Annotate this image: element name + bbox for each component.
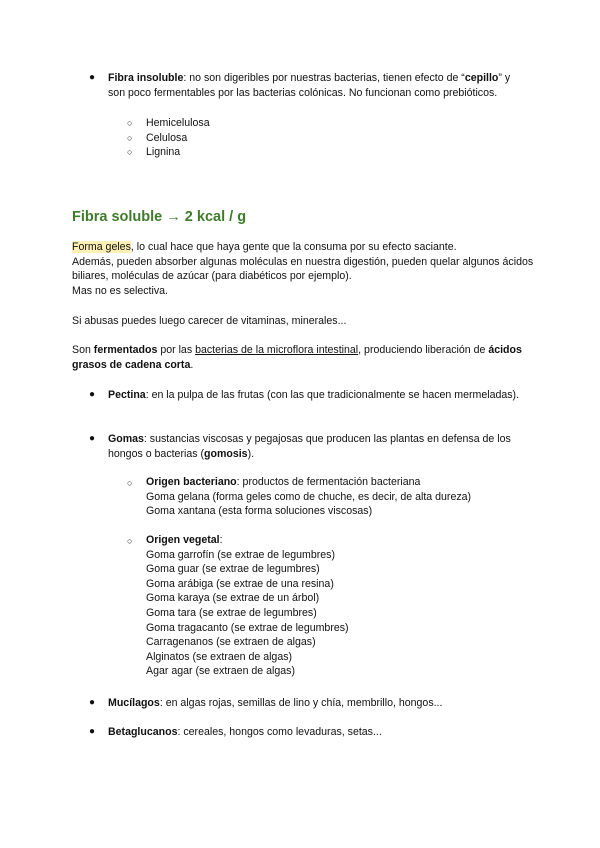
bullet-dot-icon: ●: [89, 389, 96, 400]
bullet-dot-icon: ●: [89, 726, 96, 737]
origen-vegetal-block: [146, 533, 349, 679]
insoluble-text-a: : no son digeribles por nuestras bacterias, tienen efecto de “: [183, 72, 465, 84]
insoluble-text-b: ” y son poco fermentables por las bacterias colónicas. No funcionan como prebióticos.: [108, 72, 511, 99]
term-fermentados: fermentados: [93, 344, 158, 356]
list-item: Goma tragacanto (se extrae de legumbres): [146, 621, 349, 634]
bullet-mucilagos: [89, 696, 528, 711]
list-item: [127, 131, 210, 146]
list-item: [127, 116, 210, 131]
origen-bacteriano-block: [146, 475, 471, 519]
bullet-fibra-insoluble: [89, 71, 528, 100]
bullet-betaglucanos: [89, 725, 528, 740]
circle-bullet-icon: ○: [127, 536, 133, 546]
term-cepillo: cepillo: [464, 72, 499, 84]
list-item: Goma gelana (forma geles como de chuche, es decir, de alta dureza): [146, 490, 472, 503]
list-item: Goma guar (se extrae de legumbres): [146, 563, 320, 576]
circle-bullet-icon: ○: [127, 118, 133, 128]
term-betaglucanos: Betaglucanos: [108, 726, 178, 738]
circle-bullet-icon: ○: [127, 132, 133, 143]
section-heading-fibra-soluble: Fibra soluble → 2 kcal / g: [72, 209, 247, 225]
list-item: Goma garrofín (se extrae de legumbres): [146, 548, 336, 561]
bullet-dot-icon: ●: [89, 697, 96, 708]
paragraph-vitaminas: Si abusas puedes luego carecer de vitaminas, minerales...: [72, 315, 347, 327]
term-origen-vegetal: Origen vegetal: [146, 534, 220, 546]
term-acidos-grasos: ácidos grasos de cadena corta: [72, 344, 522, 371]
term-origen-bacteriano: Origen bacteriano: [146, 476, 237, 488]
term-pectina: Pectina: [108, 389, 146, 401]
gomas-text: : sustancias viscosas y pegajosas que producen las plantas en defensa de los hongos o bacterias (: [108, 433, 511, 460]
list-item: Goma karaya (se extrae de un árbol): [146, 592, 320, 605]
p3-b: por las: [157, 344, 196, 356]
list-item-text: Celulosa: [146, 131, 188, 144]
betaglucanos-text: : cereales, hongos como levaduras, setas...: [177, 726, 382, 738]
list-item: Agar agar (se extraen de algas): [146, 665, 295, 678]
p3-c: , produciendo liberación de: [358, 344, 489, 356]
p1-rest: , lo cual hace que haya gente que la consuma por su efecto saciante.: [130, 241, 457, 253]
term-gomosis: gomosis: [204, 447, 248, 460]
bullet-pectina: [89, 388, 528, 403]
list-item-text: Lignina: [146, 146, 181, 159]
mucilagos-text: : en algas rojas, semillas de lino y chía, membrillo, hongos...: [159, 697, 443, 709]
list-item: Alginatos (se extraen de algas): [146, 650, 293, 663]
origen-vegetal-text: :: [219, 534, 223, 546]
term-fibra-insoluble: Fibra insoluble: [108, 72, 184, 84]
list-item: Goma xantana (esta forma soluciones viscosas): [146, 505, 373, 518]
origen-vegetal-heading: [146, 533, 349, 548]
bullet-dot-icon: ●: [89, 433, 96, 444]
list-item: [127, 145, 210, 160]
pectina-text: : en la pulpa de las frutas (con las que tradicionalmente se hacen mermeladas).: [145, 389, 520, 401]
term-gomas: Gomas: [108, 433, 144, 445]
list-item: Goma arábiga (se extrae de una resina): [146, 577, 334, 590]
gomas-text-end: ).: [247, 447, 255, 460]
list-item-text: Hemicelulosa: [146, 117, 210, 129]
circle-bullet-icon: ○: [127, 147, 133, 158]
bullet-gomas: [89, 432, 528, 461]
p1-line2: Además, pueden absorber algunas moléculas en nuestra digestión, pueden quelar algunos ácidos biliares, moléculas de azúcar (para diabéticos por ejemplo).: [72, 255, 534, 283]
p3-a: Son: [72, 344, 94, 356]
highlighted-text: Forma geles: [72, 241, 131, 253]
p1-line3: Mas no es selectiva.: [72, 284, 168, 297]
origen-bacteriano-heading: [146, 475, 471, 490]
list-item: Carragenanos (se extraen de algas): [146, 636, 316, 649]
origen-bacteriano-text: : productos de fermentación bacteriana: [236, 476, 421, 488]
p3-d: .: [190, 358, 194, 371]
link-microflora[interactable]: bacterias de la microflora intestinal: [195, 344, 359, 356]
circle-bullet-icon: ○: [127, 478, 133, 488]
term-mucilagos: Mucílagos: [108, 697, 160, 709]
paragraph-soluble-intro: [72, 240, 542, 298]
insoluble-sublist: [127, 116, 210, 160]
paragraph-fermentados: [72, 343, 542, 372]
list-item: Goma tara (se extrae de legumbres): [146, 606, 317, 619]
bullet-dot-icon: ●: [89, 72, 96, 83]
